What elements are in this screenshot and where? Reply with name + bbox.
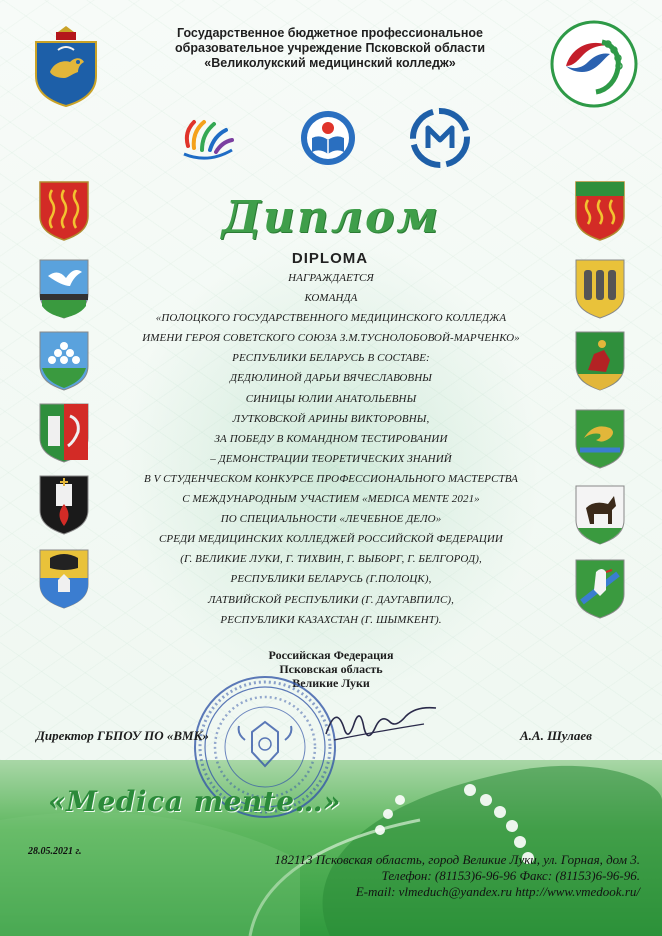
- director-label: Директор ГБПОУ ПО «ВМК»: [36, 728, 209, 743]
- award-text: [88, 268, 574, 630]
- contact-email: E-mail: vlmeduch@yandex.ru http://www.vmedook.ru/: [355, 884, 640, 899]
- award-line: КОМАНДА: [304, 292, 358, 305]
- contact-info: [275, 852, 641, 900]
- velikie-luki-crest-icon: [38, 180, 90, 242]
- org-line-3: «Великолукский медицинский колледж»: [204, 56, 456, 70]
- award-line: «ПОЛОЦКОГО ГОСУДАРСТВЕННОГО МЕДИЦИНСКОГО КОЛЛЕДЖА: [155, 312, 507, 325]
- diploma-title: Диплом: [221, 192, 441, 243]
- m-logo-icon: [408, 108, 472, 168]
- worldskills-logo-icon: [176, 108, 240, 168]
- kunya-crest-icon: [574, 180, 626, 242]
- contact-phone: Телефон: (81153)6-96-96 Факс: (81153)6-96-96.: [381, 868, 640, 883]
- slogan: «Medica mente…»: [48, 785, 342, 818]
- award-line: ЗА ПОБЕДУ В КОМАНДНОМ ТЕСТИРОВАНИИ: [214, 432, 448, 445]
- organization-header: [130, 26, 530, 71]
- location-country: Российская Федерация: [268, 648, 394, 662]
- location-region: Псковская область: [279, 662, 383, 676]
- award-line: ИМЕНИ ГЕРОЯ СОВЕТСКОГО СОЮЗА З.М.ТУСНОЛОБОВОЙ-МАРЧЕНКО»: [142, 332, 520, 345]
- college-logo-icon: [546, 18, 642, 110]
- award-line: НАГРАЖДАЕТСЯ: [288, 272, 374, 284]
- org-line-2: образовательное учреждение Псковской области: [174, 41, 486, 55]
- award-line: ПО СПЕЦИАЛЬНОСТИ «ЛЕЧЕБНОЕ ДЕЛО»: [220, 513, 442, 526]
- location-city: Великие Луки: [292, 676, 370, 690]
- partner-logos: [170, 108, 500, 168]
- signer-name: А.А. Шулаев: [520, 728, 592, 743]
- contact-address: 182113 Псковская область, город Великие Луки, ул. Горная, дом 3.: [274, 852, 640, 867]
- award-line: РЕСПУБЛИКИ БЕЛАРУСЬ (Г.ПОЛОЦК),: [230, 573, 432, 586]
- porkhov-crest-icon: [38, 402, 90, 464]
- award-line: СИНИЦЫ ЮЛИИ АНАТОЛЬЕВНЫ: [245, 392, 417, 405]
- award-line: ДЕДЮЛИНОЙ ДАРЬИ ВЯЧЕСЛАВОВНЫ: [230, 372, 432, 385]
- award-line: ЛУТКОВСКОЙ АРИНЫ ВИКТОРОВНЫ,: [232, 412, 430, 425]
- ostrov-crest-icon: [574, 330, 626, 392]
- award-line: ЛАТВИЙСКОЙ РЕСПУБЛИКИ (Г. ДАУГАВПИЛС),: [207, 593, 454, 606]
- pechory-crest-icon: [38, 330, 90, 392]
- award-line: С МЕЖДУНАРОДНЫМ УЧАСТИЕМ «MEDICA MENTE 2021»: [182, 493, 480, 506]
- director-signature: [320, 700, 440, 750]
- issue-date: 28.05.2021 г.: [28, 846, 82, 857]
- org-line-1: Государственное бюджетное профессиональное: [176, 26, 483, 40]
- pustoshka-crest-icon: [574, 558, 626, 620]
- pskov-region-crest-icon: [28, 20, 104, 108]
- dedovichi-crest-icon: [574, 408, 626, 470]
- award-line: – ДЕМОНСТРАЦИИ ТЕОРЕТИЧЕСКИХ ЗНАНИЙ: [210, 452, 452, 465]
- gdov-crest-icon: [574, 258, 626, 320]
- award-line: СРЕДИ МЕДИЦИНСКИХ КОЛЛЕДЖЕЙ РОССИЙСКОЙ ФЕДЕРАЦИИ: [159, 533, 503, 546]
- opochka-crest-icon: [38, 548, 90, 610]
- award-line: (Г. ВЕЛИКИЕ ЛУКИ, Г. ТИХВИН, Г. ВЫБОРГ, Г. БЕЛГОРОД),: [180, 553, 482, 566]
- pskov-pskovsky-crest-icon: [38, 474, 90, 536]
- diploma-title-en: DIPLOMA: [291, 250, 369, 267]
- loknya-crest-icon: [574, 484, 626, 546]
- award-line: РЕСПУБЛИКИ КАЗАХСТАН (Г. ШЫМКЕНТ).: [220, 613, 442, 626]
- award-line: В V СТУДЕНЧЕСКОМ КОНКУРСЕ ПРОФЕССИОНАЛЬНОГО МАСТЕРСТВА: [143, 472, 519, 485]
- novosokolniki-crest-icon: [38, 258, 90, 320]
- award-line: РЕСПУБЛИКИ БЕЛАРУСЬ В СОСТАВЕ:: [232, 352, 430, 365]
- education-logo-icon: [296, 108, 360, 168]
